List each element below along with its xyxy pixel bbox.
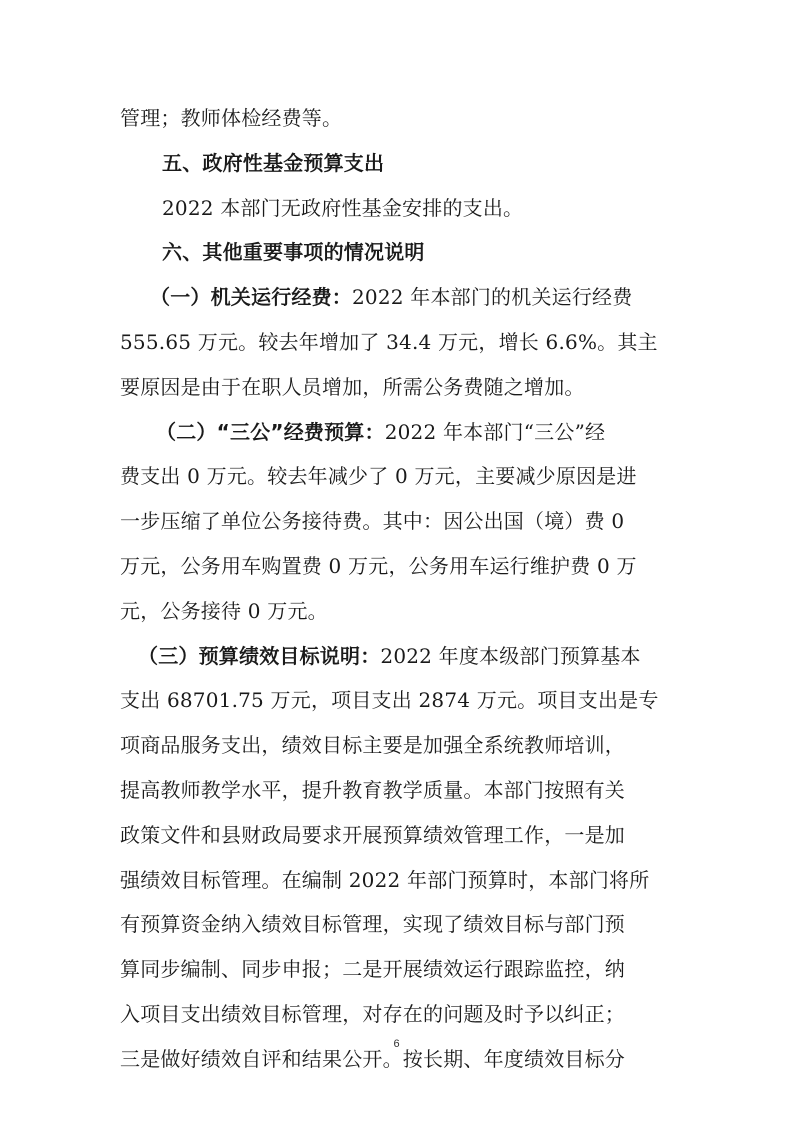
paragraph-line [120,365,668,410]
line-text: 支出 68701.75 万元，项目支出 2874 万元。项目支出是专 [120,688,659,713]
paragraph-line [120,858,668,903]
paragraph-line [120,813,668,858]
paragraph-line [120,992,668,1037]
line-text: 算同步编制、同步申报；二是开展绩效运行跟踪监控，纳 [120,957,625,982]
paragraph-line [120,275,668,320]
paragraph-line [120,723,668,768]
paragraph-line [120,902,668,947]
line-text: 入项目支出绩效目标管理，对存在的问题及时予以纠正； [120,1001,625,1026]
document-body [120,96,668,1082]
line-text: 项商品服务支出，绩效目标主要是加强全系统教师培训， [120,733,625,758]
subheading-text: （二）“三公”经费预算： [156,419,385,444]
subheading-text: （三）预算绩效目标说明： [138,643,381,668]
line-text: 2022 年度本级部门预算基本 [380,643,641,668]
paragraph-line [120,320,668,365]
line-text: 强绩效目标管理。在编制 2022 年部门预算时，本部门将所 [120,867,650,892]
line-text: 提高教师教学水平，提升教育教学质量。本部门按照有关 [120,777,625,802]
section-heading [120,230,668,275]
line-text: 费支出 0 万元。较去年减少了 0 万元，主要减少原因是进 [120,464,637,489]
line-text: 一步压缩了单位公务接待费。其中：因公出国（境）费 0 [120,509,625,534]
paragraph-line [120,96,668,141]
subheading-text: （一）机关运行经费： [150,285,352,310]
line-text: 政策文件和县财政局要求开展预算绩效管理工作，一是加 [120,822,625,847]
section-heading [120,141,668,186]
paragraph-line [120,768,668,813]
line-text: 2022 本部门无政府性基金安排的支出。 [162,195,524,220]
line-text: 要原因是由于在职人员增加，所需公务费随之增加。 [120,374,585,399]
paragraph-line [120,454,668,499]
heading-text: 六、其他重要事项的情况说明 [162,240,425,265]
line-text: 管理；教师体检经费等。 [120,106,343,130]
paragraph-line [120,947,668,992]
line-text: 2022 年本部门的机关运行经费 [352,285,633,310]
line-text: 2022 年本部门“三公”经 [384,419,606,444]
paragraph-line [120,678,668,723]
page-number: 6 [393,1038,400,1050]
paragraph-line [120,186,668,231]
line-text: 万元，公务用车购置费 0 万元，公务用车运行维护费 0 万 [120,553,637,578]
paragraph-line [120,499,668,544]
paragraph-line [120,410,668,455]
line-text: 有预算资金纳入绩效目标管理，实现了绩效目标与部门预 [120,912,625,937]
paragraph-line [120,634,668,679]
line-text: 三是做好绩效自评和结果公开。按长期、年度绩效目标分 [120,1046,625,1071]
line-text: 元，公务接待 0 万元。 [120,598,328,623]
line-text: 555.65 万元。较去年增加了 34.4 万元，增长 6.6%。其主 [120,329,658,354]
heading-text: 五、政府性基金预算支出 [162,150,385,175]
paragraph-line [120,589,668,634]
paragraph-line [120,544,668,589]
